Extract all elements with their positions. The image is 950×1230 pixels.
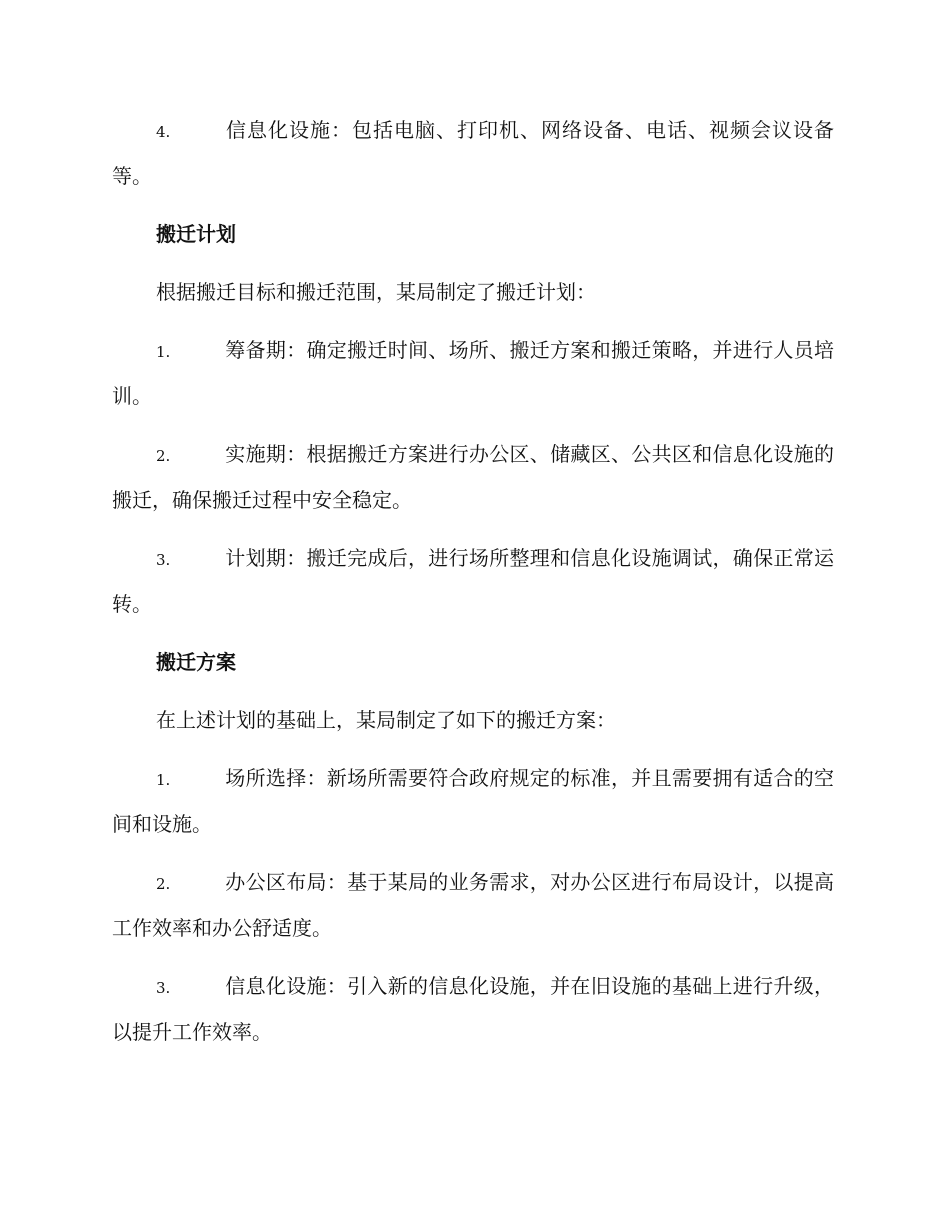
section-intro-plan: 根据搬迁目标和搬迁范围，某局制定了搬迁计划：	[156, 280, 596, 304]
list-number: 1.	[156, 771, 171, 789]
list-text: 信息化设施：包括电脑、打印机、网络设备、电话、视频会议设备等。	[112, 118, 834, 188]
list-text: 计划期：搬迁完成后，进行场所整理和信息化设施调试，确保正常运转。	[112, 546, 834, 616]
list-number: 3.	[156, 979, 171, 997]
list-text: 办公区布局：基于某局的业务需求，对办公区进行布局设计，以提高工作效率和办公舒适度。	[112, 870, 834, 940]
section-heading-plan: 搬迁计划	[156, 222, 236, 246]
section-heading-scheme: 搬迁方案	[156, 650, 236, 674]
list-item	[112, 860, 834, 950]
document-page	[112, 108, 834, 1068]
list-item	[112, 432, 834, 522]
list-item	[112, 108, 834, 198]
list-text: 信息化设施：引入新的信息化设施，并在旧设施的基础上进行升级，以提升工作效率。	[112, 974, 834, 1044]
list-item	[112, 536, 834, 626]
list-text: 场所选择：新场所需要符合政府规定的标准，并且需要拥有适合的空间和设施。	[112, 766, 834, 836]
list-number: 1.	[156, 343, 171, 361]
list-number: 3.	[156, 551, 171, 569]
list-number: 2.	[156, 447, 171, 465]
list-item	[112, 756, 834, 846]
list-number: 2.	[156, 875, 171, 893]
list-number: 4.	[156, 123, 171, 141]
list-item	[112, 328, 834, 418]
list-text: 筹备期：确定搬迁时间、场所、搬迁方案和搬迁策略，并进行人员培训。	[112, 338, 834, 408]
list-item	[112, 964, 834, 1054]
section-intro-scheme: 在上述计划的基础上，某局制定了如下的搬迁方案：	[156, 708, 616, 732]
list-text: 实施期：根据搬迁方案进行办公区、储藏区、公共区和信息化设施的搬迁，确保搬迁过程中安全稳定。	[112, 442, 834, 512]
